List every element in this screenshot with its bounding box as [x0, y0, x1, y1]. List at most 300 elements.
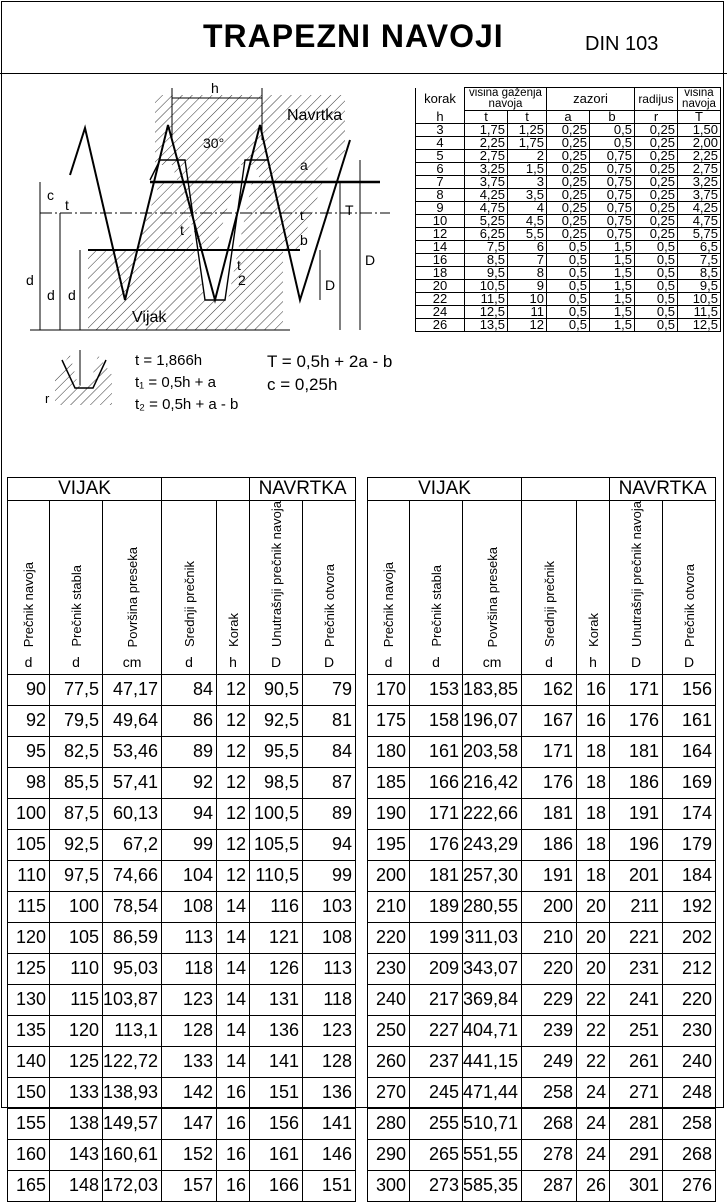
table-cell: 128 — [162, 1015, 217, 1046]
table-cell: 95 — [8, 736, 50, 767]
table-cell: 110 — [8, 860, 50, 891]
table-cell: 280,55 — [463, 891, 522, 922]
formula-t: t = 1,866h — [135, 352, 203, 369]
table-cell: 3,5 — [508, 189, 547, 202]
table-cell: 0,75 — [590, 215, 635, 228]
group-vijak: VIJAK — [368, 478, 522, 501]
group-navrtka: NAVRTKA — [250, 478, 356, 501]
table-cell: 6,25 — [465, 228, 508, 241]
col-radijus: radijus — [635, 88, 678, 111]
table-cell: 157 — [162, 1170, 217, 1201]
table-cell: 158 — [410, 705, 463, 736]
column-header: Prečnik navoja — [21, 561, 36, 647]
table-cell: 1,50 — [678, 124, 721, 137]
column-header: Srednji prečnik — [541, 560, 557, 647]
table-cell: 12 — [508, 319, 547, 332]
table-cell: 16 — [217, 1170, 250, 1201]
table-cell: 18 — [577, 860, 610, 891]
table-cell: 181 — [522, 798, 577, 829]
table-cell: 126 — [250, 953, 303, 984]
column-symbol: d — [50, 650, 103, 675]
table-cell: 258 — [663, 1108, 716, 1139]
table-cell: 95,5 — [250, 736, 303, 767]
label-D: D — [365, 252, 376, 268]
table-cell: 100,5 — [250, 798, 303, 829]
table-cell: 6 — [508, 241, 547, 254]
table-cell: 87,5 — [50, 798, 103, 829]
table-cell: 18 — [577, 736, 610, 767]
label-t2: t — [300, 208, 304, 223]
table-cell: 120 — [8, 922, 50, 953]
table-cell: 1,5 — [590, 241, 635, 254]
table-cell: 14 — [416, 241, 465, 254]
table-row — [368, 953, 716, 984]
table-cell: 14 — [217, 1046, 250, 1077]
table-cell: 0,5 — [590, 137, 635, 150]
table-cell: 7,5 — [465, 241, 508, 254]
table-cell: 153 — [410, 674, 463, 705]
table-cell: 0,25 — [547, 124, 590, 137]
table-cell: 0,5 — [547, 254, 590, 267]
table-cell: 243,29 — [463, 829, 522, 860]
table-cell: 138,93 — [103, 1077, 162, 1108]
table-cell: 0,25 — [547, 150, 590, 163]
table-cell: 268 — [522, 1108, 577, 1139]
table-cell: 176 — [410, 829, 463, 860]
label-t-half: t — [237, 257, 241, 273]
table-cell: 12 — [217, 705, 250, 736]
table-cell: 248 — [663, 1077, 716, 1108]
table-cell: 108 — [303, 922, 356, 953]
group-vijak: VIJAK — [8, 478, 162, 501]
table-cell: 4,25 — [678, 202, 721, 215]
table-row — [8, 705, 356, 736]
table-cell: 179 — [663, 829, 716, 860]
table-cell: 471,44 — [463, 1077, 522, 1108]
table-row — [8, 1077, 356, 1108]
table-cell: 1,25 — [508, 124, 547, 137]
table-row — [368, 1077, 716, 1108]
table-cell: 0,25 — [547, 189, 590, 202]
table-cell: 26 — [577, 1170, 610, 1201]
table-cell: 140 — [8, 1046, 50, 1077]
table-cell: 4,25 — [465, 189, 508, 202]
table-cell: 191 — [522, 860, 577, 891]
table-cell: 11 — [508, 306, 547, 319]
table-row — [368, 860, 716, 891]
table-cell: 95,03 — [103, 953, 162, 984]
table-cell: 301 — [610, 1170, 663, 1201]
table-cell: 255 — [410, 1108, 463, 1139]
table-cell: 287 — [522, 1170, 577, 1201]
table-cell: 22 — [416, 293, 465, 306]
table-cell: 0,5 — [635, 254, 678, 267]
table-cell: 16 — [416, 254, 465, 267]
table-left — [7, 477, 356, 1202]
table-cell: 3 — [416, 124, 465, 137]
header — [0, 0, 727, 74]
column-header: Srednji prečnik — [181, 560, 197, 647]
table-cell: 0,5 — [635, 267, 678, 280]
table-cell: 181 — [610, 736, 663, 767]
table-row — [368, 1046, 716, 1077]
table-cell: 10 — [508, 293, 547, 306]
table-cell: 5,75 — [678, 228, 721, 241]
table-cell: 120 — [50, 1015, 103, 1046]
table-cell: 211 — [610, 891, 663, 922]
table-cell: 136 — [250, 1015, 303, 1046]
column-symbol: cm — [103, 650, 162, 675]
table-cell: 14 — [217, 953, 250, 984]
table-cell: 150 — [8, 1077, 50, 1108]
table-cell: 3 — [508, 176, 547, 189]
table-cell: 13,5 — [465, 319, 508, 332]
table-cell: 2,00 — [678, 137, 721, 150]
table-cell: 190 — [368, 798, 410, 829]
table-cell: 12 — [217, 767, 250, 798]
column-header: Prečnik navoja — [381, 561, 396, 647]
table-cell: 99 — [162, 829, 217, 860]
table-cell: 4,75 — [465, 202, 508, 215]
sym-r: r — [635, 111, 678, 124]
table-cell: 237 — [410, 1046, 463, 1077]
table-cell: 86,59 — [103, 922, 162, 953]
table-cell: 300 — [368, 1170, 410, 1201]
column-symbol: cm — [463, 650, 522, 675]
table-cell: 196,07 — [463, 705, 522, 736]
table-cell: 49,64 — [103, 705, 162, 736]
table-cell: 131 — [250, 984, 303, 1015]
table-cell: 22 — [577, 1015, 610, 1046]
table-cell: 200 — [522, 891, 577, 922]
table-cell: 221 — [610, 922, 663, 953]
label-t: t — [180, 222, 184, 238]
table-cell: 0,25 — [635, 202, 678, 215]
table-row — [416, 319, 721, 332]
table-row — [368, 1108, 716, 1139]
table-cell: 0,75 — [590, 150, 635, 163]
thread-dimensions-table — [415, 87, 721, 332]
table-cell: 169 — [663, 767, 716, 798]
table-cell: 210 — [522, 922, 577, 953]
table-cell: 0,5 — [547, 267, 590, 280]
column-header: Prečnik stabla — [428, 565, 444, 647]
table-cell: 9,5 — [678, 280, 721, 293]
table-cell: 89 — [162, 736, 217, 767]
column-header: Prečnik otvora — [681, 563, 697, 647]
table-cell: 171 — [410, 798, 463, 829]
table-cell: 270 — [368, 1077, 410, 1108]
table-row — [368, 1139, 716, 1170]
table-right — [367, 477, 716, 1202]
table-row — [8, 922, 356, 953]
table-cell: 20 — [577, 922, 610, 953]
table-cell: 510,71 — [463, 1108, 522, 1139]
table-cell: 105 — [8, 829, 50, 860]
sym-h: h — [416, 111, 465, 124]
table-cell: 9,5 — [465, 267, 508, 280]
table-cell: 18 — [577, 829, 610, 860]
table-cell: 0,25 — [547, 163, 590, 176]
table-cell: 53,46 — [103, 736, 162, 767]
table-cell: 220 — [663, 984, 716, 1015]
table-cell: 148 — [50, 1170, 103, 1201]
table-cell: 146 — [303, 1139, 356, 1170]
table-cell: 5,5 — [508, 228, 547, 241]
table-cell: 92 — [8, 705, 50, 736]
table-row — [368, 984, 716, 1015]
table-row — [368, 705, 716, 736]
table-cell: 1,5 — [590, 280, 635, 293]
col-visina: visina gaženja navoja — [465, 88, 547, 111]
table-cell: 108 — [162, 891, 217, 922]
table-cell: 4 — [416, 137, 465, 150]
table-cell: 220 — [522, 953, 577, 984]
table-cell: 2,75 — [465, 150, 508, 163]
table-cell: 7 — [508, 254, 547, 267]
table-cell: 0,25 — [635, 124, 678, 137]
sym-t1: t — [465, 111, 508, 124]
table-cell: 281 — [610, 1108, 663, 1139]
sym-b: b — [590, 111, 635, 124]
table-cell: 24 — [416, 306, 465, 319]
group-navrtka: NAVRTKA — [610, 478, 716, 501]
table-cell: 118 — [303, 984, 356, 1015]
table-cell: 0,5 — [547, 306, 590, 319]
label-t1: t — [65, 197, 69, 213]
table-cell: 12 — [217, 860, 250, 891]
table-cell: 16 — [217, 1108, 250, 1139]
table-row — [368, 736, 716, 767]
table-cell: 195 — [368, 829, 410, 860]
label-d1: d — [68, 287, 76, 303]
table-cell: 161 — [250, 1139, 303, 1170]
table-cell: 116 — [250, 891, 303, 922]
table-cell: 103 — [303, 891, 356, 922]
table-row — [8, 891, 356, 922]
table-cell: 290 — [368, 1139, 410, 1170]
table-cell: 26 — [416, 319, 465, 332]
label-c: c — [47, 187, 54, 203]
table-cell: 1,5 — [590, 319, 635, 332]
table-cell: 1,5 — [590, 254, 635, 267]
table-cell: 585,35 — [463, 1170, 522, 1201]
table-cell: 156 — [663, 674, 716, 705]
table-cell: 258 — [522, 1077, 577, 1108]
column-symbol: h — [217, 650, 250, 675]
table-cell: 1,75 — [508, 137, 547, 150]
table-cell: 104 — [162, 860, 217, 891]
table-cell: 67,2 — [103, 829, 162, 860]
table-cell: 161 — [663, 705, 716, 736]
table-cell: 100 — [50, 891, 103, 922]
table-row — [368, 798, 716, 829]
table-cell: 143 — [50, 1139, 103, 1170]
table-cell: 0,75 — [590, 176, 635, 189]
table-cell: 113 — [303, 953, 356, 984]
table-cell: 0,25 — [547, 215, 590, 228]
table-cell: 149,57 — [103, 1108, 162, 1139]
table-cell: 227 — [410, 1015, 463, 1046]
table-cell: 155 — [8, 1108, 50, 1139]
label-vijak: Vijak — [132, 309, 167, 326]
table-cell: 0,25 — [635, 137, 678, 150]
column-symbol: D — [250, 650, 303, 675]
table-cell: 10 — [416, 215, 465, 228]
table-cell: 84 — [162, 674, 217, 705]
sym-T: T — [678, 111, 721, 124]
table-cell: 12,5 — [678, 319, 721, 332]
table-cell: 12 — [217, 674, 250, 705]
table-cell: 12 — [217, 829, 250, 860]
table-row — [8, 953, 356, 984]
table-cell: 125 — [50, 1046, 103, 1077]
table-cell: 0,25 — [547, 228, 590, 241]
table-cell: 151 — [303, 1170, 356, 1201]
table-cell: 162 — [522, 674, 577, 705]
label-h: h — [211, 80, 219, 96]
table-cell: 175 — [368, 705, 410, 736]
table-cell: 7,5 — [678, 254, 721, 267]
formula-t1: t₁ = 0,5h + a — [135, 374, 216, 391]
table-cell: 171 — [610, 674, 663, 705]
table-cell: 12,5 — [465, 306, 508, 319]
table-cell: 210 — [368, 891, 410, 922]
table-cell: 166 — [250, 1170, 303, 1201]
table-cell: 186 — [610, 767, 663, 798]
column-header: Unutrašnji prečnik navoja — [268, 501, 284, 647]
table-cell: 123 — [162, 984, 217, 1015]
column-symbol: h — [577, 650, 610, 675]
table-cell: 201 — [610, 860, 663, 891]
table-cell: 136 — [303, 1077, 356, 1108]
table-cell: 151 — [250, 1077, 303, 1108]
table-cell: 0,5 — [635, 293, 678, 306]
table-cell: 14 — [217, 922, 250, 953]
table-cell: 0,5 — [547, 241, 590, 254]
table-row — [368, 767, 716, 798]
table-cell: 89 — [303, 798, 356, 829]
table-row — [8, 1015, 356, 1046]
table-cell: 16 — [217, 1077, 250, 1108]
table-cell: 9 — [508, 280, 547, 293]
table-cell: 133 — [50, 1077, 103, 1108]
table-cell: 5 — [416, 150, 465, 163]
thread-diagram — [0, 75, 415, 475]
table-row — [368, 674, 716, 705]
table-cell: 171 — [522, 736, 577, 767]
table-cell: 176 — [610, 705, 663, 736]
table-cell: 185 — [368, 767, 410, 798]
table-cell: 160,61 — [103, 1139, 162, 1170]
table-cell: 92,5 — [50, 829, 103, 860]
table-cell: 441,15 — [463, 1046, 522, 1077]
table-cell: 200 — [368, 860, 410, 891]
table-cell: 261 — [610, 1046, 663, 1077]
table-cell: 14 — [217, 1015, 250, 1046]
table-cell: 230 — [663, 1015, 716, 1046]
table-row — [8, 984, 356, 1015]
table-cell: 0,25 — [635, 215, 678, 228]
column-header: Unutrašnji prečnik navoja — [628, 501, 644, 647]
table-row — [8, 1108, 356, 1139]
table-cell: 268 — [663, 1139, 716, 1170]
table-cell: 22 — [577, 984, 610, 1015]
table-cell: 0,75 — [590, 202, 635, 215]
table-row — [8, 1170, 356, 1201]
table-cell: 110 — [50, 953, 103, 984]
table-cell: 84 — [303, 736, 356, 767]
table-cell: 94 — [303, 829, 356, 860]
table-cell: 0,5 — [590, 124, 635, 137]
table-cell: 2,25 — [465, 137, 508, 150]
table-cell: 10,5 — [678, 293, 721, 306]
table-cell: 10,5 — [465, 280, 508, 293]
table-cell: 404,71 — [463, 1015, 522, 1046]
label-D1: D — [325, 277, 336, 293]
table-row — [368, 1170, 716, 1201]
table-cell: 183,85 — [463, 674, 522, 705]
table-cell: 18 — [577, 767, 610, 798]
table-cell: 1,5 — [590, 267, 635, 280]
column-symbol: D — [610, 650, 663, 675]
table-row — [8, 829, 356, 860]
table-cell: 152 — [162, 1139, 217, 1170]
table-cell: 4,5 — [508, 215, 547, 228]
table-cell: 3,25 — [465, 163, 508, 176]
table-row — [368, 1015, 716, 1046]
table-cell: 186 — [522, 829, 577, 860]
table-cell: 99 — [303, 860, 356, 891]
table-cell: 9 — [416, 202, 465, 215]
sym-t2: t — [508, 111, 547, 124]
table-cell: 79,5 — [50, 705, 103, 736]
label-r: r — [45, 391, 50, 406]
table-cell: 24 — [577, 1108, 610, 1139]
table-cell: 103,87 — [103, 984, 162, 1015]
table-cell: 118 — [162, 953, 217, 984]
table-cell: 0,25 — [547, 176, 590, 189]
table-cell: 245 — [410, 1077, 463, 1108]
label-angle: 30° — [203, 135, 225, 151]
table-cell: 199 — [410, 922, 463, 953]
table-cell: 6,5 — [678, 241, 721, 254]
table-cell: 165 — [8, 1170, 50, 1201]
table-row — [8, 767, 356, 798]
column-header: Korak — [585, 613, 601, 647]
table-cell: 8,5 — [678, 267, 721, 280]
table-cell: 3,75 — [465, 176, 508, 189]
table-cell: 24 — [577, 1077, 610, 1108]
table-cell: 172,03 — [103, 1170, 162, 1201]
table-cell: 240 — [663, 1046, 716, 1077]
table-row — [8, 1139, 356, 1170]
table-cell: 12 — [217, 798, 250, 829]
table-cell: 0,25 — [635, 150, 678, 163]
label-d: d — [26, 272, 34, 288]
table-cell: 11,5 — [678, 306, 721, 319]
table-cell: 170 — [368, 674, 410, 705]
table-cell: 161 — [410, 736, 463, 767]
table-cell: 0,25 — [547, 202, 590, 215]
table-cell: 122,72 — [103, 1046, 162, 1077]
table-cell: 192 — [663, 891, 716, 922]
col-visina-navoja: visina navoja — [678, 88, 721, 111]
table-cell: 0,25 — [635, 189, 678, 202]
table-cell: 166 — [410, 767, 463, 798]
col-korak: korak — [416, 88, 465, 111]
table-row — [368, 829, 716, 860]
